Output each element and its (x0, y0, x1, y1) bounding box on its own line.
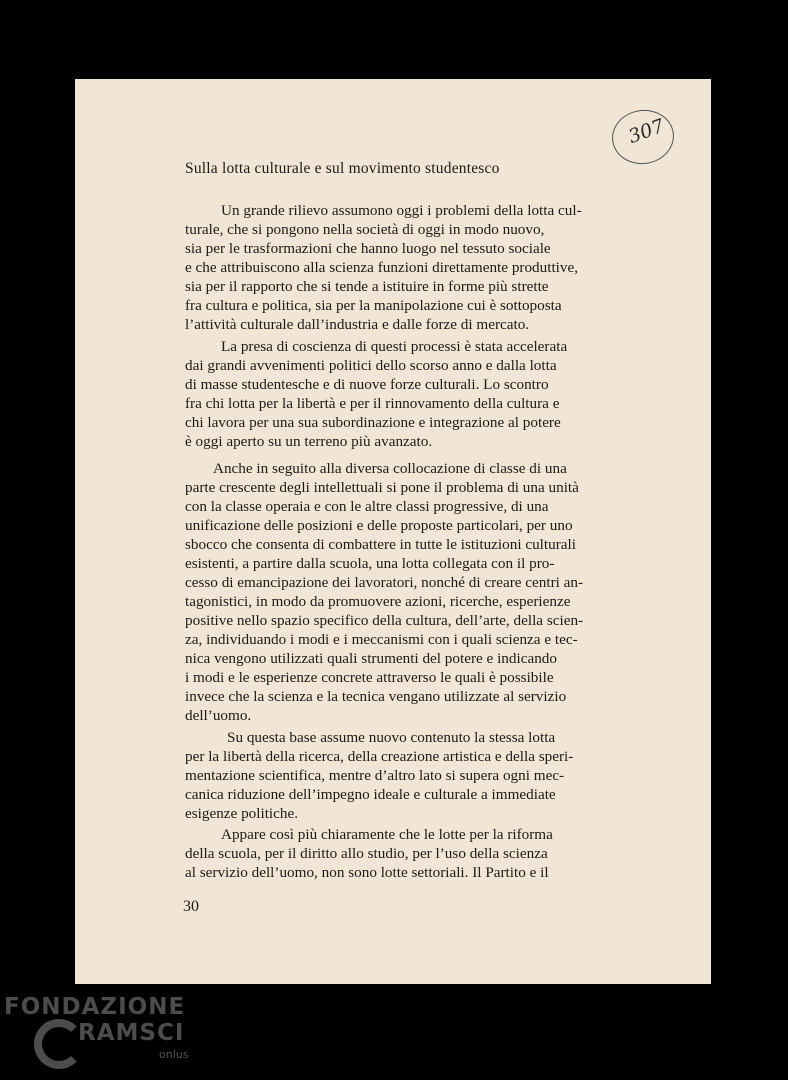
text-line: esistenti, a partire dalla scuola, una lotta collegata con il pro- (185, 555, 555, 572)
text-line: nica vengono utilizzati quali strumenti del potere e indicando (185, 650, 557, 667)
text-line: Un grande rilievo assumono oggi i problemi della lotta cul- (221, 202, 582, 219)
text-line: sia per le trasformazioni che hanno luogo nel tessuto sociale (185, 240, 551, 257)
text-line: Appare così più chiaramente che le lotte per la riforma (221, 826, 553, 843)
watermark-line1: FONDAZIONE (4, 994, 186, 1020)
text-line: Su questa base assume nuovo contenuto la stessa lotta (227, 729, 556, 746)
page-number: 30 (183, 898, 199, 915)
text-line: i modi e le esperienze concrete attraverso le quali è possibile (185, 669, 554, 686)
text-line: dai grandi avvenimenti politici dello scorso anno e dalla lotta (185, 357, 557, 374)
text-line: fra chi lotta per la libertà e per il rinnovamento della cultura e (185, 395, 560, 412)
text-line: parte crescente degli intellettuali si pone il problema di una unità (185, 479, 579, 496)
text-line: tagonistici, in modo da promuovere azioni, ricerche, esperienze (185, 593, 571, 610)
text-line: l’attività culturale dall’industria e dalle forze di mercato. (185, 316, 530, 333)
text-line: sia per il rapporto che si tende a istituire in forme più strette (185, 278, 549, 295)
text-line: za, individuando i modi e i meccanismi con i quali scienza e tec- (185, 631, 578, 648)
text-line: Anche in seguito alla diversa collocazione di classe di una (213, 460, 567, 477)
text-line: chi lavora per una sua subordinazione e integrazione al potere (185, 414, 561, 431)
watermark-sub: onlus (159, 1048, 189, 1061)
annotation-text: 307 (625, 114, 668, 149)
text-line: cesso di emancipazione dei lavoratori, nonché di creare centri an- (185, 574, 584, 591)
text-line: mentazione scientifica, mentre d’altro lato si supera ogni mec- (185, 767, 565, 784)
text-line: e che attribuiscono alla scienza funzioni direttamente produttive, (185, 259, 579, 276)
text-line: invece che la scienza e la tecnica vengano utilizzate al servizio (185, 688, 567, 705)
watermark-line2: RAMSCI (78, 1020, 185, 1046)
text-line: con la classe operaia e con le altre classi progressive, di una (185, 498, 549, 515)
text-line: esigenze politiche. (185, 805, 299, 822)
text-line: al servizio dell’uomo, non sono lotte settoriali. Il Partito e il (185, 864, 549, 881)
text-line: per la libertà della ricerca, della creazione artistica e della speri- (185, 748, 574, 765)
text-line: sbocco che consenta di combattere in tutte le istituzioni culturali (185, 536, 576, 553)
text-line: della scuola, per il diritto allo studio, per l’uso della scienza (185, 845, 548, 862)
paragraph-1 (185, 201, 643, 334)
text-line: La presa di coscienza di questi processi è stata accelerata (221, 338, 568, 355)
page-title: Sulla lotta culturale e sul movimento studentesco (185, 160, 500, 177)
watermark-g-icon (34, 1019, 84, 1069)
text-line: fra cultura e politica, sia per la manipolazione cui è sottoposta (185, 297, 562, 314)
text-line: canica riduzione dell’impegno ideale e culturale a immediate (185, 786, 556, 803)
text-line: dell’uomo. (185, 707, 252, 724)
paragraph-4 (185, 728, 643, 823)
paragraph-3 (185, 459, 643, 725)
text-line: di masse studentesche e di nuove forze culturali. Lo scontro (185, 376, 549, 393)
text-line: positive nello spazio specifico della cultura, dell’arte, della scien- (185, 612, 584, 629)
text-line: turale, che si pongono nella società di oggi in modo nuovo, (185, 221, 545, 238)
paragraph-2 (185, 337, 643, 451)
paragraph-5 (185, 825, 643, 882)
text-line: è oggi aperto su un terreno più avanzato. (185, 433, 433, 450)
text-line: unificazione delle posizioni e delle proposte particolari, per uno (185, 517, 573, 534)
